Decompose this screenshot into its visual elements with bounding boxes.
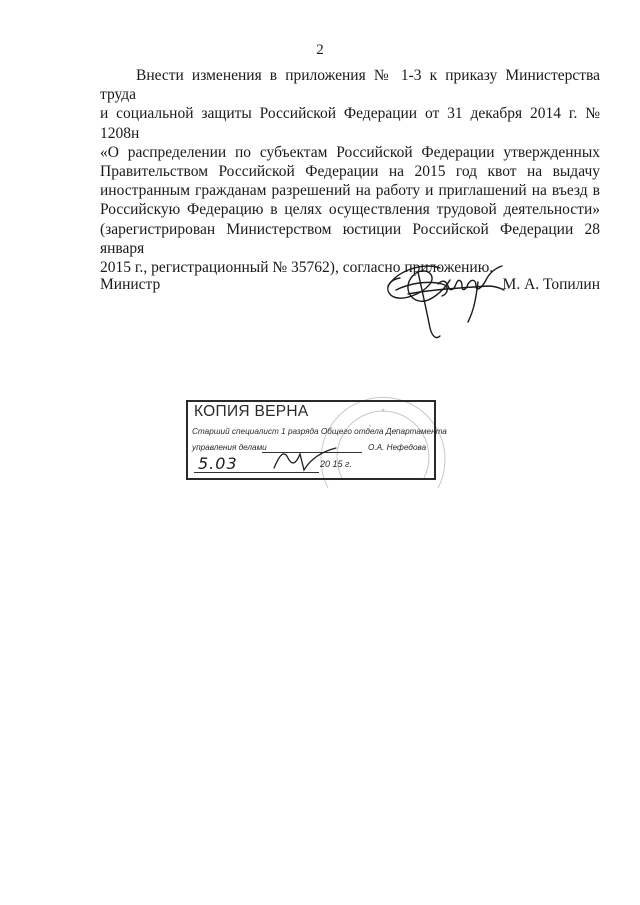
- certification-stamp: [186, 400, 447, 480]
- stamp-title: КОПИЯ ВЕРНА: [194, 403, 309, 420]
- body-line: «О распределении по субъектам Российской Федерации утвержденных: [100, 143, 600, 161]
- body-line: Российскую Федерацию в целях осуществления трудовой деятельности»: [100, 201, 600, 219]
- stamp-position: Старший специалист 1 разряда Общего отдела Департамента: [192, 427, 447, 436]
- stamp-department: управления делами: [192, 443, 267, 452]
- stamp-date-line: [194, 472, 319, 473]
- body-line: иностранным гражданам разрешений на работу и приглашений на въезд в: [100, 182, 600, 200]
- stamp-date: 5.03: [198, 454, 238, 473]
- body-line: Правительством Российской Федерации на 2015 год квот на выдачу: [100, 163, 600, 181]
- minister-title: Министр: [100, 276, 161, 293]
- page-number: 2: [316, 42, 324, 58]
- stamp-year-suffix: 20 15 г.: [320, 459, 352, 469]
- handwritten-signature: [378, 250, 518, 350]
- minister-name: М. А. Топилин: [502, 276, 600, 293]
- stamp-signer-name: О.А. Нефедова: [368, 443, 427, 452]
- order-body-text: [100, 66, 600, 277]
- body-line: 2015 г., регистрационный № 35762), согласно приложению.: [100, 259, 494, 277]
- body-line: (зарегистрирован Министерством юстиции Российской Федерации 28 января: [100, 220, 600, 257]
- body-line: Внести изменения в приложения № 1-3 к приказу Министерства труда: [100, 67, 600, 104]
- body-line: и социальной защиты Российской Федерации от 31 декабря 2014 г. № 1208н: [100, 105, 600, 142]
